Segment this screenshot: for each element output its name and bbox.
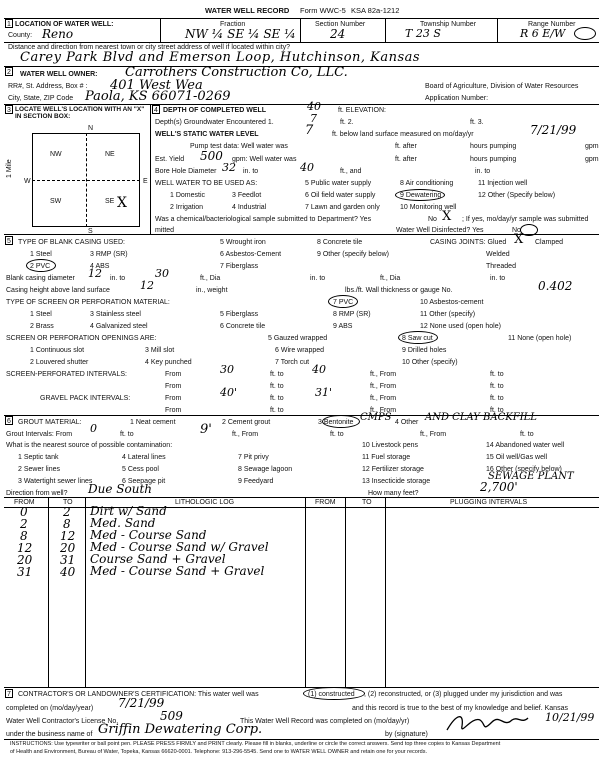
signature-label: by (signature) [385,731,428,738]
log-row-to[interactable]: 31 [60,553,76,567]
use-option[interactable]: 4 Industrial [232,204,267,211]
casing-option[interactable]: 6 Asbestos-Cement [220,251,282,258]
log-row-to[interactable]: 12 [60,529,76,543]
use-option[interactable]: 1 Domestic [170,192,206,199]
north-label: N [88,125,94,132]
grout-intervals-label: Grout Intervals: From [6,431,73,438]
range-label: Range Number [528,21,576,28]
contamination-option[interactable]: 11 Fuel storage [362,454,411,461]
yield-hours: hours pumping [470,156,517,163]
gp-ft-from: ft., From [370,395,397,402]
groundwater-value[interactable]: 7 [310,112,317,125]
height-rest: in., weight [196,287,228,294]
constructed-circle [303,687,365,700]
contamination-other[interactable]: SEWAGE PLANT [488,471,574,482]
screen-option[interactable]: 5 Fiberglass [220,311,259,318]
log-row-lith[interactable]: Med - Course Sand [90,528,207,542]
grout-ft-to-2: ft. to [520,431,534,438]
certification-constructed[interactable]: (1) constructed [308,691,355,698]
log-header-from: FROM [14,499,35,506]
log-row-lith[interactable]: Course Sand + Gravel [90,552,226,566]
township-value[interactable]: T 23 S [405,27,441,40]
contamination-option[interactable]: 9 Feedyard [238,478,274,485]
height-label: Casing height above land surface [6,287,110,294]
city-label: City, State, ZIP Code [8,95,74,102]
contamination-option[interactable]: 7 Pit privy [238,454,269,461]
section-3-number: 3 [5,105,13,114]
section-1-number: 1 [5,19,13,28]
owner-value[interactable]: Carrothers Construction Co, LLC. [125,65,348,80]
chem-no-mark[interactable]: X [442,209,452,224]
contamination-option[interactable]: 15 Oil well/Gas well [486,454,548,461]
grout-ft-from-2: ft., From [420,431,447,438]
distance-label: Distance and direction from nearest town or city street address of well if located within city? [8,44,291,51]
board-text: Board of Agriculture, Division of Water Resources [425,83,579,90]
screen-option[interactable]: 12 None used (open hole) [420,323,501,330]
screen-option[interactable]: 1 Steel [30,311,52,318]
contamination-option[interactable]: 5 Cess pool [122,466,159,473]
use-option[interactable]: 2 Irrigation [170,204,204,211]
gp-label: GRAVEL PACK INTERVALS: [40,395,131,402]
opening-option[interactable]: 9 Drilled holes [402,347,447,354]
height-value[interactable]: 12 [140,279,154,292]
gp-ft-to-2: ft. to [490,407,504,414]
depth-value[interactable]: 40 [307,100,321,113]
bore-rest: ft., and [340,168,362,175]
disinfect-no: No [512,227,521,234]
locate-label: LOCATE WELL'S LOCATION WITH AN "X" IN SECTION BOX: [15,106,145,120]
grout-from-value[interactable]: 0 [90,422,97,435]
section-number-value[interactable]: 24 [330,27,346,41]
log-header-lithologic: LITHOLOGIC LOG [175,499,235,506]
quadrant-sw: SW [50,198,62,205]
gp-ft-to: ft. to [490,395,504,402]
diameter-label: Blank casing diameter [6,275,75,282]
spi-to-label: ft. to [270,371,284,378]
use-option[interactable]: 10 Monitoring well [400,204,457,211]
use-option[interactable]: 7 Lawn and garden only [305,204,380,211]
contamination-option[interactable]: 16 Other (specify below) [486,466,562,473]
grout-option[interactable]: 1 Neat cement [130,419,176,426]
west-label: W [24,178,31,185]
yield-value[interactable]: 500 [200,149,223,163]
contamination-option[interactable]: 1 Septic tank [18,454,59,461]
threaded-label: Threaded [486,263,516,270]
gp-from-label-2: From [165,407,182,414]
spi-ft-to: ft. to [490,371,504,378]
opening-option[interactable]: 11 None (open hole) [508,335,572,342]
yield-after: ft. after [395,156,417,163]
log-row-from[interactable]: 31 [17,565,33,579]
screen-option[interactable]: 2 Brass [30,323,54,330]
license-label: Water Well Contractor's License No. [6,718,119,725]
diameter-value[interactable]: 12 [88,267,102,280]
disinfect-label: Water Well Disinfected? Yes [396,227,484,234]
joints-label: CASING JOINTS: Glued [430,239,507,246]
log-row-to[interactable]: 2 [63,505,71,519]
address-value[interactable]: 401 West Wea [110,78,203,93]
fraction-label: Fraction [220,21,246,28]
log-row-from[interactable]: 12 [17,541,33,555]
groundwater-3: ft. 3. [470,119,484,126]
spi-from-label-2: From [165,383,182,390]
township-label: Township Number [420,21,477,28]
bore-to-value[interactable]: 40 [300,161,314,174]
diameter-in3: in. to [490,275,506,282]
gp-from-label: From [165,395,182,402]
application-label: Application Number: [425,95,489,102]
record-date[interactable]: 10/21/99 [545,711,595,724]
south-label: S [88,228,93,235]
range-ew-circle [574,27,596,40]
certification-label: CONTRACTOR'S OR LANDOWNER'S CERTIFICATION: This water well was [18,691,259,698]
pump-after: ft. after [395,143,417,150]
grout-to-label: ft. to [120,431,134,438]
groundwater-label: Depth(s) Groundwater Encountered 1. [155,119,274,126]
openings-label: SCREEN OR PERFORATION OPENINGS ARE: [6,335,157,342]
log-row-from[interactable]: 0 [20,505,28,519]
log-row-lith[interactable]: Dirt w/ Sand [90,504,167,518]
diameter-rest: ft., Dia [200,275,221,282]
spi-ft-from-2: ft., From [370,383,397,390]
diameter-in2: in. to [310,275,326,282]
bore-in: in. to [243,168,259,175]
bore-label: Bore Hole Diameter [155,168,217,175]
screen-option[interactable]: 3 Stainless steel [90,311,141,318]
contamination-label: What is the nearest source of possible contamination: [6,442,173,449]
grout-other-2[interactable]: AND CLAY BACKFILL [425,412,537,423]
spi-label: SCREEN-PERFORATED INTERVALS: [6,371,127,378]
joints-glued-mark[interactable]: X [514,232,524,247]
gp-to-label: ft. to [270,395,284,402]
grout-option[interactable]: 4 Other [395,419,419,426]
elevation-label: ft. ELEVATION: [338,107,386,114]
spi-to-label-2: ft. to [270,383,284,390]
mile-label: 1 Mile [6,159,13,178]
pvc-circle [26,259,56,272]
diameter-ft2: ft., Dia [380,275,401,282]
quadrant-se: SE [105,198,115,205]
section-2-number: 2 [5,67,13,76]
gp-to-value[interactable]: 31' [315,386,333,399]
grout-ft-to: ft. to [330,431,344,438]
contamination-option[interactable]: 12 Fertilizer storage [362,466,424,473]
signature-mark [442,708,532,738]
contamination-option[interactable]: 10 Livestock pens [362,442,419,449]
opening-option[interactable]: 7 Torch cut [275,359,310,366]
opening-option[interactable]: 6 Wire wrapped [275,347,325,354]
certification-rest: , (2) reconstructed, or (3) plugged under my jurisdiction and was [364,691,563,698]
casing-option[interactable]: 3 RMP (SR) [90,251,128,258]
static-label: WELL'S STATIC WATER LEVEL [155,131,259,138]
screen-option-pvc[interactable]: 7 PVC [333,299,354,306]
mitted-text: mitted [155,227,175,234]
yield-label: Est. Yield [155,156,185,163]
license-value[interactable]: 509 [160,709,183,723]
contamination-option[interactable]: 14 Abandoned water well [486,442,565,449]
grout-option-bentonite[interactable]: 3 Bentonite [318,419,354,426]
static-rest: ft. below land surface measured on mo/day/yr [332,131,474,138]
screen-option[interactable]: 10 Asbestos-cement [420,299,484,306]
owner-label: WATER WELL OWNER: [20,71,98,78]
casing-option[interactable]: 7 Fiberglass [220,263,259,270]
quadrant-ne: NE [105,151,115,158]
contamination-option[interactable]: 8 Sewage lagoon [238,466,293,473]
fraction-value[interactable]: NW ¼ SE ¼ SE ¼ [185,27,296,41]
opening-option-saw-cut[interactable]: 8 Saw cut [402,335,433,342]
county-value[interactable]: Reno [42,27,74,41]
address-label: RR#, St. Address, Box # : [8,83,88,90]
chem-label: Was a chemical/bacteriological sample submitted to Department? Yes [155,216,372,223]
welded-label: Welded [486,251,510,258]
contamination-option[interactable]: 4 Lateral lines [122,454,166,461]
instructions-line-2: of Health and Environment, Bureau of Water, Topeka, Kansas 66620-0001. Telephone: 913-296-5545. Send one to WATER WELL OWNER and retain one for your records. [10,749,428,755]
log-row-lith[interactable]: Med. Sand [90,516,156,530]
static-value[interactable]: 7 [305,123,314,138]
spi-ft-from: ft., From [370,371,397,378]
yield-rest: gpm: Well water was [232,156,297,163]
log-header-plugging: PLUGGING INTERVALS [450,499,528,506]
direction-value[interactable]: Due South [88,482,152,496]
opening-option[interactable]: 3 Mill slot [145,347,175,354]
log-row-to[interactable]: 20 [60,541,76,555]
diameter-in: in. to [110,275,126,282]
log-row-from[interactable]: 20 [17,553,33,567]
gp-ft-from-2: ft., From [370,407,397,414]
grout-option[interactable]: 2 Cement grout [222,419,271,426]
saw-cut-circle [398,331,438,344]
log-row-from[interactable]: 2 [20,517,28,531]
spi-ft-to-2: ft. to [490,383,504,390]
log-row-lith[interactable]: Med - Course Sand + Gravel [90,564,265,578]
use-option[interactable]: 5 Public water supply [305,180,372,187]
contamination-option[interactable]: 6 Seepage pit [122,478,166,485]
contamination-option[interactable]: 3 Watertight sewer lines [18,478,93,485]
log-row-to[interactable]: 8 [63,517,71,531]
use-option[interactable]: 6 Oil field water supply [305,192,376,199]
section-6-number: 6 [5,416,13,425]
spi-to-value[interactable]: 40 [312,363,326,376]
use-option[interactable]: 11 Injection well [478,180,528,187]
bore-in2: in. to [475,168,491,175]
gp-from-value[interactable]: 40' [220,386,238,399]
log-header-to: TO [63,499,73,506]
gauge-value[interactable]: 0.402 [538,279,573,293]
pump-gpm: gpm [585,143,599,150]
clamped-label: Clamped [535,239,564,246]
pump-hours: hours pumping [470,143,517,150]
location-label: LOCATION OF WATER WELL: [15,21,114,28]
use-option[interactable]: 8 Air conditioning [400,180,454,187]
use-option[interactable]: 12 Other (Specify below) [478,192,556,199]
distance-value[interactable]: Carey Park Blvd and Emerson Loop, Hutchinson, Kansas [20,50,421,65]
business-label: under the business name of [6,731,93,738]
feet-label: How many feet? [368,490,419,497]
screen-option[interactable]: 6 Concrete tile [220,323,266,330]
casing-option[interactable]: 4 ABS [90,263,110,270]
grout-to-value[interactable]: 9' [200,422,212,437]
range-value[interactable]: R 6 E/W [520,27,566,40]
section-5-number: 5 [5,236,13,245]
wall-label: lbs./ft. Wall thickness or gauge No. [345,287,453,294]
screen-label: TYPE OF SCREEN OR PERFORATION MATERIAL: [6,299,170,306]
bore-value[interactable]: 32 [222,161,236,174]
use-option-dewatering[interactable]: 9 Dewatering [400,192,442,199]
static-date[interactable]: 7/21/99 [530,123,577,137]
groundwater-2: ft. 2. [340,119,354,126]
diameter-to-value[interactable]: 30 [155,267,169,280]
dewatering-circle [395,189,445,201]
contamination-option[interactable]: 13 Insecticide storage [362,478,431,485]
grout-label: GROUT MATERIAL: [18,419,82,426]
true-statement: and this record is true to the best of my knowledge and belief. Kansas [352,705,568,712]
record-text: This Water Well Record was completed on (mo/day/yr) [240,718,410,725]
section-4-number: 4 [152,105,160,114]
county-label: County: [8,32,33,39]
chem-no: No [428,216,437,223]
instructions-line-1: INSTRUCTIONS: Use typewriter or ball point pen. PLEASE PRESS FIRMLY and PRINT clearly. Please fill in blanks, underline or circle the correct answers. Send top three copies to Kansas Department [10,741,501,747]
opening-option[interactable]: 10 Other (specify) [402,359,458,366]
gp-to-label-2: ft. to [270,407,284,414]
business-value[interactable]: Griffin Dewatering Corp. [98,722,263,737]
section-number-label: Section Number [315,21,366,28]
contamination-option[interactable]: 2 Sewer lines [18,466,61,473]
east-label: E [143,178,148,185]
yield-gpm: gpm [585,156,599,163]
casing-option[interactable]: 1 Steel [30,251,52,258]
log-header-to-2: TO [362,499,372,506]
opening-option[interactable]: 4 Key punched [145,359,192,366]
screen-option[interactable]: 8 RMP (SR) [333,311,371,318]
form-number: Form WWC-5 [300,6,346,15]
casing-option[interactable]: 5 Wrought iron [220,239,266,246]
log-row-lith[interactable]: Med - Course Sand w/ Gravel [90,540,269,554]
section-7-number: 7 [5,689,13,698]
screen-option[interactable]: 9 ABS [333,323,353,330]
casing-label: TYPE OF BLANK CASING USED: [18,239,125,246]
form-title: WATER WELL RECORD [205,6,290,15]
log-row-from[interactable]: 8 [20,529,28,543]
chem-rest: ; If yes, mo/day/yr sample was submitted [462,216,589,223]
screen-pvc-circle [328,295,358,308]
use-label: WELL WATER TO BE USED AS: [155,180,258,187]
location-x-mark: X [117,195,127,211]
quadrant-nw: NW [50,151,62,158]
direction-label: Direction from well? [6,490,68,497]
log-row-to[interactable]: 40 [60,565,76,579]
feet-value[interactable]: 2,700' [480,480,518,494]
log-header-from-2: FROM [315,499,336,506]
city-value[interactable]: Paola, KS 66071-0269 [85,89,231,104]
use-option[interactable]: 3 Feedlot [232,192,262,199]
casing-option[interactable]: 9 Other (specify below) [317,251,389,258]
depth-label: DEPTH OF COMPLETED WELL [163,107,267,114]
bentonite-circle [322,415,360,428]
screen-option[interactable]: 4 Galvanized steel [90,323,148,330]
completed-label: completed on (mo/day/year) [6,705,94,712]
ksa-number: KSA 82a-1212 [351,6,400,15]
spi-from-label: From [165,371,182,378]
opening-option[interactable]: 5 Gauzed wrapped [268,335,328,342]
grout-ft-from: ft., From [232,431,259,438]
spi-from-value[interactable]: 30 [220,363,234,376]
casing-option[interactable]: 8 Concrete tile [317,239,363,246]
pump-label: Pump test data: Well water was [190,143,288,150]
grout-other-1[interactable]: CMPS [360,412,392,423]
casing-option-pvc[interactable]: 2 PVC [30,263,51,270]
opening-option[interactable]: 1 Continuous slot [30,347,85,354]
screen-option[interactable]: 11 Other (specify) [420,311,476,318]
opening-option[interactable]: 2 Louvered shutter [30,359,89,366]
completed-value[interactable]: 7/21/99 [118,696,165,710]
